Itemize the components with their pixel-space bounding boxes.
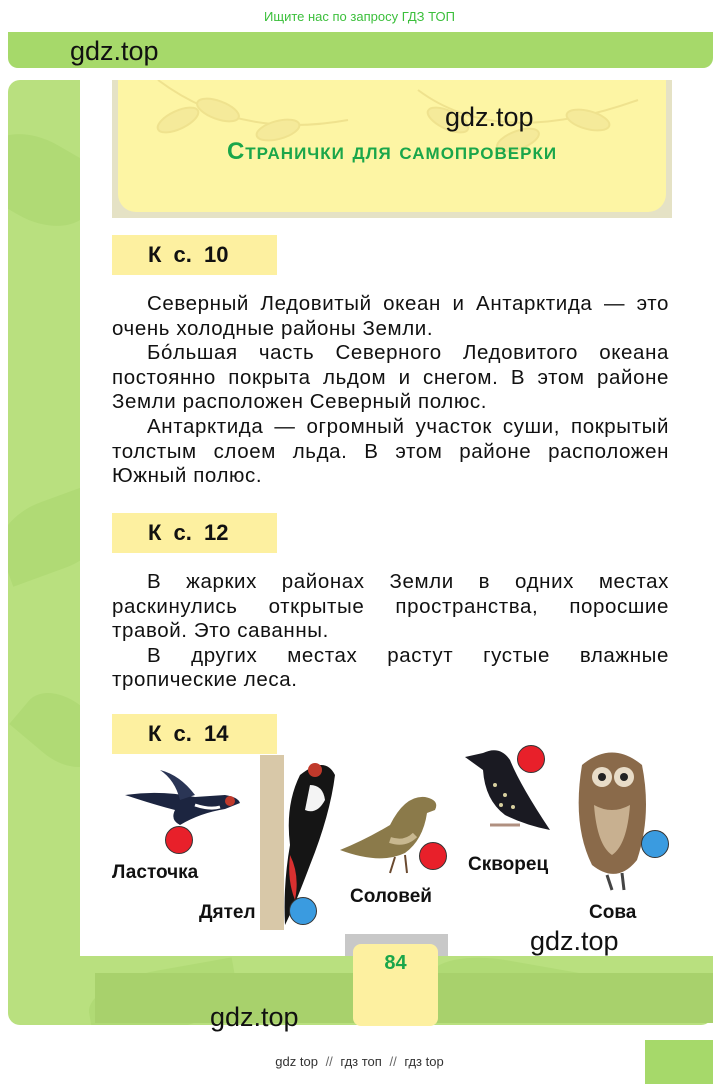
marker-dot bbox=[289, 897, 317, 925]
watermark: gdz.top bbox=[530, 926, 619, 956]
bird-label: Ласточка bbox=[112, 862, 199, 883]
bird-label: Соловей bbox=[350, 886, 432, 907]
paragraph: Бóльшая часть Северного Ледовитого океана постоянно покрыта льдом и снегом. В этом районе Земли расположен Северный полюс. bbox=[112, 341, 669, 414]
marker-dot bbox=[641, 830, 669, 858]
separator: // bbox=[389, 1054, 397, 1069]
separator: // bbox=[325, 1054, 333, 1069]
section-tag: К с. 12 bbox=[112, 513, 277, 553]
marker-dot bbox=[517, 745, 545, 773]
swallow-illustration bbox=[120, 765, 245, 830]
owl-illustration bbox=[572, 745, 652, 895]
bird-label: Скворец bbox=[468, 854, 549, 875]
paragraph: Антарктида — огромный участок суши, покрытый толстым слоем льда. В этом районе расположен Южный полюс. bbox=[112, 414, 669, 488]
marker-dot bbox=[165, 826, 193, 854]
page-number: 84 bbox=[353, 944, 438, 1026]
footer-link[interactable]: гдз топ bbox=[340, 1054, 382, 1069]
paragraph: Северный Ледовитый океан и Антарктида — это очень холодные районы Земли. bbox=[112, 292, 669, 340]
section-tag: К с. 10 bbox=[112, 235, 277, 275]
paragraph: В других местах растут густые влажные тропические леса. bbox=[112, 643, 669, 692]
watermark: gdz.top bbox=[210, 1002, 299, 1032]
top-banner[interactable]: Ищите нас по запросу ГДЗ ТОП bbox=[264, 8, 455, 24]
section-tag: К с. 14 bbox=[112, 714, 277, 754]
section-text bbox=[112, 570, 669, 693]
watermark: gdz.top bbox=[445, 102, 534, 132]
marker-dot bbox=[419, 842, 447, 870]
footer-link[interactable]: гдз top bbox=[404, 1054, 444, 1069]
paragraph: В жарких районах Земли в одних местах раскинулись открытые пространства, поросшие травой. Это саванны. bbox=[112, 570, 669, 643]
page-title: Странички для самопроверки bbox=[226, 138, 558, 165]
watermark: gdz.top bbox=[70, 36, 159, 66]
section-text bbox=[112, 292, 669, 489]
bird-label: Дятел bbox=[199, 902, 256, 923]
bird-label: Сова bbox=[589, 902, 637, 923]
footer-link[interactable]: gdz top bbox=[275, 1054, 318, 1069]
footer-links bbox=[0, 1054, 719, 1069]
